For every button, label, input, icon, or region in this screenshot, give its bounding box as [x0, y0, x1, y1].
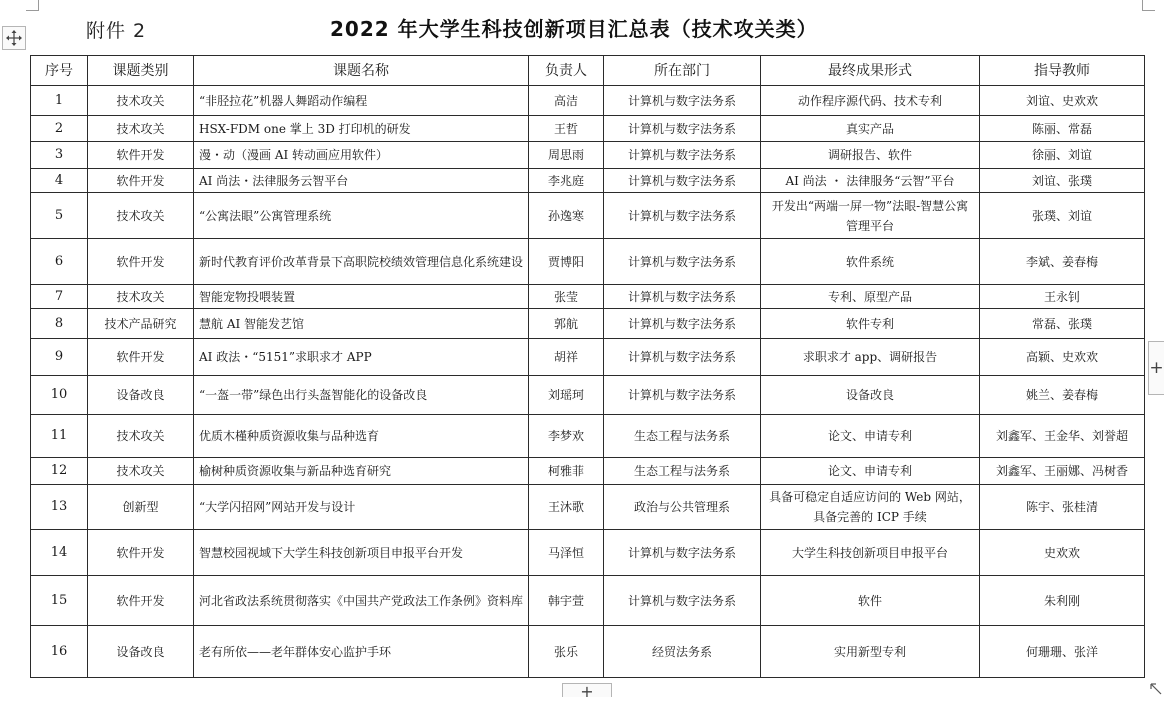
- project-advisor: 史欢欢: [980, 530, 1145, 576]
- page-corner-mark-left: [26, 0, 39, 11]
- project-summary-table: [30, 55, 1145, 678]
- project-department: 生态工程与法务系: [604, 458, 761, 485]
- project-advisor: 陈丽、常磊: [980, 116, 1145, 142]
- column-header-leader: 负责人: [529, 56, 604, 86]
- move-arrows-icon: [5, 29, 23, 47]
- project-advisor: 张璞、刘谊: [980, 193, 1145, 239]
- row-number: 9: [31, 339, 88, 376]
- project-category: 设备改良: [88, 376, 194, 415]
- project-category: 创新型: [88, 485, 194, 530]
- project-result-form: 软件系统: [761, 239, 980, 285]
- project-department: 计算机与数字法务系: [604, 339, 761, 376]
- project-department: 计算机与数字法务系: [604, 309, 761, 339]
- table-row: [31, 86, 1145, 116]
- project-result-form: 求职求才 app、调研报告: [761, 339, 980, 376]
- column-header-category: 课题类别: [88, 56, 194, 86]
- project-leader: 柯雅菲: [529, 458, 604, 485]
- project-name: 老有所依——老年群体安心监护手环: [194, 626, 529, 678]
- project-result-form: 论文、申请专利: [761, 415, 980, 458]
- project-department: 计算机与数字法务系: [604, 376, 761, 415]
- project-category: 技术攻关: [88, 116, 194, 142]
- project-category: 技术攻关: [88, 285, 194, 309]
- table-header: [31, 56, 1145, 86]
- table-row: [31, 415, 1145, 458]
- resize-corner-icon: [1150, 683, 1162, 695]
- project-category: 技术攻关: [88, 415, 194, 458]
- column-header-result-form: 最终成果形式: [761, 56, 980, 86]
- project-advisor: 刘谊、史欢欢: [980, 86, 1145, 116]
- project-department: 生态工程与法务系: [604, 415, 761, 458]
- project-leader: 胡祥: [529, 339, 604, 376]
- project-name: 新时代教育评价改革背景下高职院校绩效管理信息化系统建设: [194, 239, 529, 285]
- project-name: 智能宠物投喂装置: [194, 285, 529, 309]
- project-department: 计算机与数字法务系: [604, 285, 761, 309]
- page-title: 2022 年大学生科技创新项目汇总表（技术攻关类）: [330, 17, 818, 41]
- row-number: 14: [31, 530, 88, 576]
- project-department: 计算机与数字法务系: [604, 576, 761, 626]
- project-name: “公寓法眼”公寓管理系统: [194, 193, 529, 239]
- table-row: [31, 239, 1145, 285]
- project-leader: 张乐: [529, 626, 604, 678]
- row-number: 12: [31, 458, 88, 485]
- row-number: 7: [31, 285, 88, 309]
- project-result-form: 软件: [761, 576, 980, 626]
- header-row: [31, 56, 1145, 86]
- project-category: 软件开发: [88, 339, 194, 376]
- project-department: 政治与公共管理系: [604, 485, 761, 530]
- row-number: 8: [31, 309, 88, 339]
- project-advisor: 朱利刚: [980, 576, 1145, 626]
- project-advisor: 陈宇、张桂清: [980, 485, 1145, 530]
- row-number: 3: [31, 142, 88, 169]
- project-leader: 郭航: [529, 309, 604, 339]
- project-leader: 王哲: [529, 116, 604, 142]
- project-category: 技术攻关: [88, 458, 194, 485]
- project-advisor: 刘鑫军、王丽娜、冯树香: [980, 458, 1145, 485]
- project-category: 软件开发: [88, 239, 194, 285]
- column-header-number: 序号: [31, 56, 88, 86]
- project-department: 计算机与数字法务系: [604, 193, 761, 239]
- project-advisor: 常磊、张璞: [980, 309, 1145, 339]
- project-name: HSX-FDM one 掌上 3D 打印机的研发: [194, 116, 529, 142]
- table-row: [31, 309, 1145, 339]
- table-row: [31, 458, 1145, 485]
- project-leader: 韩宇萱: [529, 576, 604, 626]
- project-advisor: 李斌、姜春梅: [980, 239, 1145, 285]
- table-row: [31, 116, 1145, 142]
- project-leader: 张莹: [529, 285, 604, 309]
- project-name: 河北省政法系统贯彻落实《中国共产党政法工作条例》资料库: [194, 576, 529, 626]
- project-result-form: 具备可稳定自适应访问的 Web 网站，具备完善的 ICP 手续: [761, 485, 980, 530]
- project-department: 计算机与数字法务系: [604, 530, 761, 576]
- table-row: [31, 485, 1145, 530]
- project-leader: 李梦欢: [529, 415, 604, 458]
- project-department: 计算机与数字法务系: [604, 116, 761, 142]
- table-row: [31, 376, 1145, 415]
- row-number: 16: [31, 626, 88, 678]
- project-result-form: 调研报告、软件: [761, 142, 980, 169]
- project-category: 技术攻关: [88, 193, 194, 239]
- table-row: [31, 169, 1145, 193]
- project-department: 计算机与数字法务系: [604, 142, 761, 169]
- project-advisor: 高颖、史欢欢: [980, 339, 1145, 376]
- project-name: 榆树种质资源收集与新品种选育研究: [194, 458, 529, 485]
- project-result-form: AI 尚法 ・ 法律服务“云智”平台: [761, 169, 980, 193]
- row-number: 15: [31, 576, 88, 626]
- project-department: 经贸法务系: [604, 626, 761, 678]
- project-result-form: 专利、原型产品: [761, 285, 980, 309]
- page-corner-mark-right: [1142, 0, 1155, 11]
- column-header-advisor: 指导教师: [980, 56, 1145, 86]
- project-department: 计算机与数字法务系: [604, 169, 761, 193]
- project-leader: 李兆庭: [529, 169, 604, 193]
- project-name: “一盔一带”绿色出行头盔智能化的设备改良: [194, 376, 529, 415]
- table-body: [31, 86, 1145, 678]
- project-category: 技术产品研究: [88, 309, 194, 339]
- project-category: 软件开发: [88, 169, 194, 193]
- project-name: 智慧校园视域下大学生科技创新项目申报平台开发: [194, 530, 529, 576]
- project-leader: 孙逸寒: [529, 193, 604, 239]
- project-department: 计算机与数字法务系: [604, 86, 761, 116]
- project-name: 慧航 AI 智能发艺馆: [194, 309, 529, 339]
- project-leader: 刘瑶珂: [529, 376, 604, 415]
- project-result-form: 开发出“两端一屏一物”法眼-智慧公寓管理平台: [761, 193, 980, 239]
- project-result-form: 大学生科技创新项目申报平台: [761, 530, 980, 576]
- row-number: 5: [31, 193, 88, 239]
- project-category: 软件开发: [88, 142, 194, 169]
- project-name: “非胫拉花”机器人舞蹈动作编程: [194, 86, 529, 116]
- add-column-button[interactable]: +: [562, 683, 612, 697]
- project-result-form: 实用新型专利: [761, 626, 980, 678]
- row-number: 1: [31, 86, 88, 116]
- project-name: 漫・动（漫画 AI 转动画应用软件）: [194, 142, 529, 169]
- project-category: 软件开发: [88, 530, 194, 576]
- project-name: AI 政法・“5151”求职求才 APP: [194, 339, 529, 376]
- project-leader: 贾博阳: [529, 239, 604, 285]
- project-category: 软件开发: [88, 576, 194, 626]
- row-number: 11: [31, 415, 88, 458]
- table-row: [31, 576, 1145, 626]
- column-header-project-name: 课题名称: [194, 56, 529, 86]
- project-leader: 王沐歌: [529, 485, 604, 530]
- row-number: 2: [31, 116, 88, 142]
- row-number: 6: [31, 239, 88, 285]
- project-result-form: 设备改良: [761, 376, 980, 415]
- project-result-form: 论文、申请专利: [761, 458, 980, 485]
- table-row: [31, 626, 1145, 678]
- project-leader: 马泽恒: [529, 530, 604, 576]
- project-advisor: 姚兰、姜春梅: [980, 376, 1145, 415]
- table-row: [31, 339, 1145, 376]
- table-resize-handle[interactable]: [1148, 681, 1164, 697]
- project-advisor: 刘谊、张璞: [980, 169, 1145, 193]
- add-row-button[interactable]: +: [1148, 341, 1164, 395]
- project-advisor: 刘鑫军、王金华、刘誉超: [980, 415, 1145, 458]
- project-advisor: 徐丽、刘谊: [980, 142, 1145, 169]
- project-name: “大学闪招网”网站开发与设计: [194, 485, 529, 530]
- column-header-department: 所在部门: [604, 56, 761, 86]
- project-advisor: 何珊珊、张洋: [980, 626, 1145, 678]
- table-row: [31, 193, 1145, 239]
- table-move-handle[interactable]: [2, 26, 26, 50]
- attachment-label: 附件 2: [86, 20, 147, 42]
- table-row: [31, 142, 1145, 169]
- project-result-form: 真实产品: [761, 116, 980, 142]
- project-category: 技术攻关: [88, 86, 194, 116]
- project-department: 计算机与数字法务系: [604, 239, 761, 285]
- table-row: [31, 530, 1145, 576]
- project-leader: 周思雨: [529, 142, 604, 169]
- project-result-form: 软件专利: [761, 309, 980, 339]
- project-category: 设备改良: [88, 626, 194, 678]
- table-row: [31, 285, 1145, 309]
- row-number: 4: [31, 169, 88, 193]
- project-advisor: 王永钊: [980, 285, 1145, 309]
- project-name: 优质木槿种质资源收集与品种选育: [194, 415, 529, 458]
- project-result-form: 动作程序源代码、技术专利: [761, 86, 980, 116]
- row-number: 13: [31, 485, 88, 530]
- project-leader: 高洁: [529, 86, 604, 116]
- project-name: AI 尚法・法律服务云智平台: [194, 169, 529, 193]
- row-number: 10: [31, 376, 88, 415]
